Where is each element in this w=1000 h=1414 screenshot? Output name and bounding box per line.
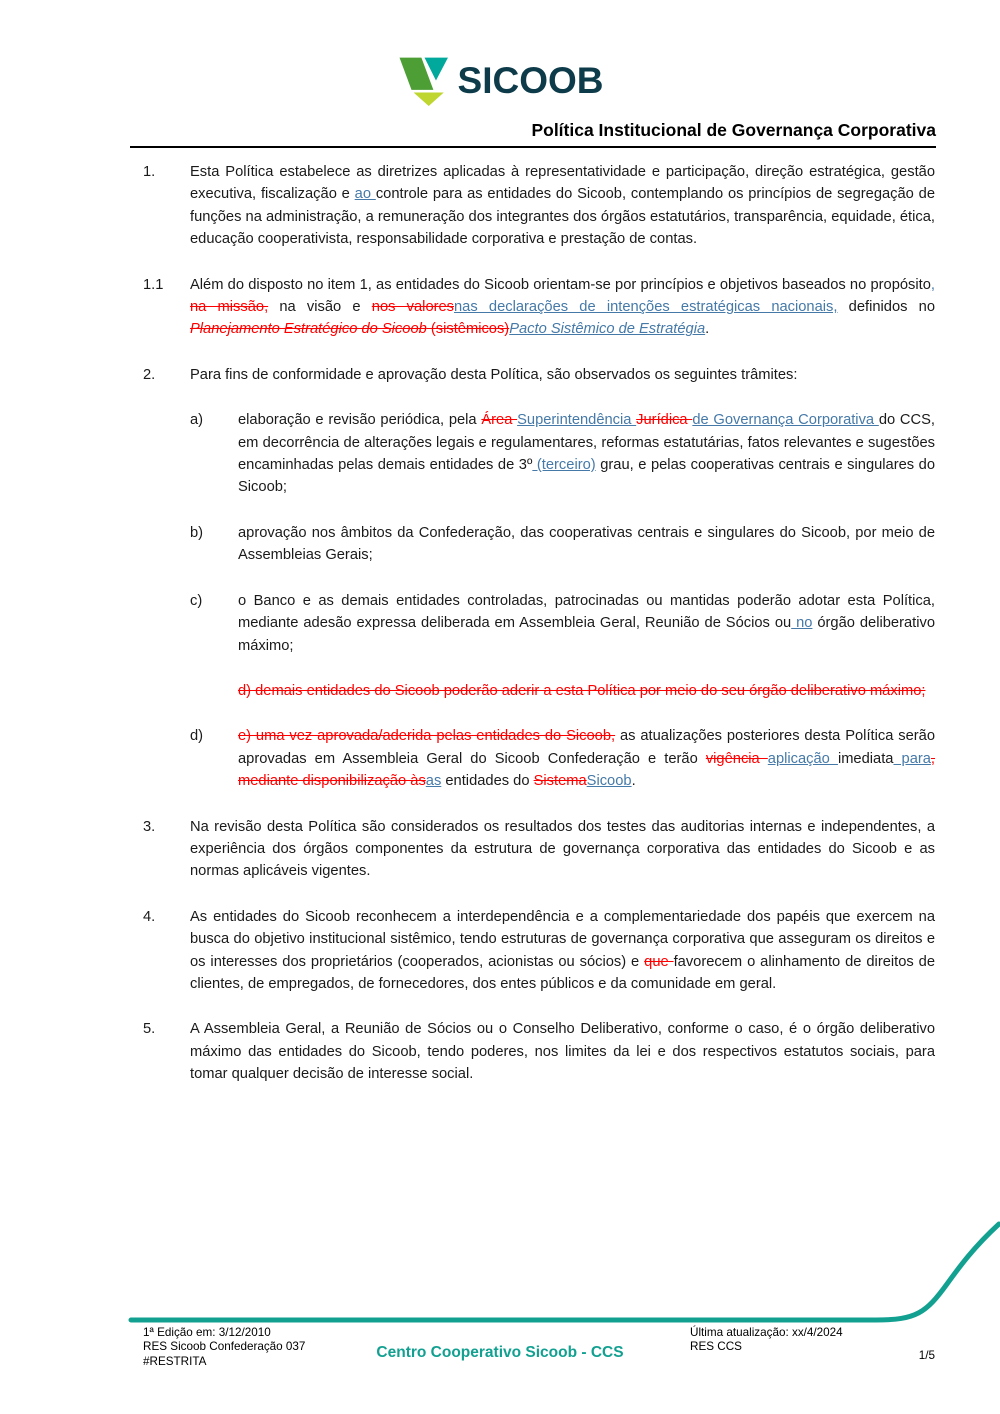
body-text: A Assembleia Geral, a Reunião de Sócios ou o Conselho Deliberativo, conforme o caso, é o órgão deliberativo máximo das entidades do Sicoob, tendo poderes, nos limites da lei e dos respectivos estatutos sociais, para tomar qualquer decisão de interesse social. bbox=[190, 1021, 935, 1083]
body-text: Esta Política estabelece as diretrizes aplicadas à representatividade e participação, direção estratégica, gestão executiva, fiscalização e bbox=[190, 164, 935, 203]
title-rule bbox=[130, 146, 936, 148]
inserted-text: Superintendência bbox=[517, 412, 637, 429]
inserted-text: Sicoob bbox=[586, 773, 632, 790]
deleted-text: Sistema bbox=[533, 773, 587, 790]
paragraph-text bbox=[190, 906, 935, 996]
inserted-text: nas declarações de intenções estratégicas nacionais, bbox=[454, 299, 838, 316]
paragraph-number: 1. bbox=[143, 164, 156, 180]
footer-res-ccs: RES CCS bbox=[690, 1340, 742, 1354]
paragraph-text bbox=[238, 522, 935, 567]
deleted-text: na missão, bbox=[190, 299, 269, 316]
body-text: elaboração e revisão periódica, pela bbox=[238, 412, 482, 429]
body-text: definidos no bbox=[837, 299, 935, 316]
paragraph-number: 4. bbox=[143, 908, 156, 925]
footer-right-block bbox=[690, 1326, 843, 1355]
deleted-text: , bbox=[930, 750, 936, 767]
footer-classification: #RESTRITA bbox=[143, 1354, 207, 1368]
deleted-text: que bbox=[644, 953, 674, 970]
page-number: 1/5 bbox=[918, 1349, 935, 1362]
deleted-text: mediante disponibilização às bbox=[238, 773, 426, 790]
paragraph-text bbox=[238, 725, 935, 792]
body-text: as atualizações posteriores desta Política serão aprovadas em Assembleia Geral do Sicoob Confederação e terão bbox=[238, 728, 936, 767]
paragraph-number: 2. bbox=[143, 366, 156, 383]
body-text: Na revisão desta Política são considerados os resultados dos testes das auditorias internas e independentes, a experiência dos órgãos componentes da estrutura de governança corporativa das entidades do Sicoob e as normas aplicáveis vigentes. bbox=[190, 818, 935, 880]
body-text: do CCS, em decorrência de alterações legais e regulamentares, reformas estatutárias, fatos relevantes e sugestões encaminhadas pelas demais entidades de 3º bbox=[238, 412, 935, 474]
paragraph-number: a) bbox=[190, 412, 204, 429]
paragraph-number: c) bbox=[190, 592, 203, 609]
inserted-text: ao bbox=[354, 186, 376, 203]
body-text: grau, e pelas cooperativas centrais e singulares do Sicoob; bbox=[238, 457, 936, 496]
body-text: Além do disposto no item 1, as entidades do Sicoob orientam-se por princípios e objetivos baseados no propósito bbox=[190, 276, 931, 293]
sicoob-wordmark: SICOOB bbox=[457, 60, 604, 101]
paragraph bbox=[143, 1018, 935, 1085]
paragraph bbox=[190, 590, 935, 657]
inserted-text: no bbox=[791, 615, 813, 632]
paragraph-text bbox=[190, 816, 935, 883]
sicoob-logo bbox=[0, 56, 1000, 106]
paragraph-number: 3. bbox=[143, 818, 156, 835]
paragraph bbox=[190, 725, 935, 792]
paragraph bbox=[143, 364, 935, 386]
paragraph-number: 5. bbox=[143, 1021, 156, 1038]
deleted-text: Planejamento Estratégico do Sicoob bbox=[190, 321, 427, 338]
body-text: controle para as entidades do Sicoob, contemplando os princípios de segregação de funções na administração, a remuneração dos integrantes dos órgãos estatutários, transparência, equidade, ética, educação cooperativista, responsabilidade corporativa e prestação de contas. bbox=[190, 186, 935, 248]
deleted-text: (sistêmicos) bbox=[426, 321, 510, 338]
paragraph bbox=[190, 522, 935, 567]
inserted-text: Pacto Sistêmico de Estratégia bbox=[509, 321, 706, 338]
sicoob-logo-icon bbox=[397, 56, 451, 106]
footer-edition: 1ª Edição em: 3/12/2010 bbox=[143, 1326, 271, 1339]
body-text: na visão e bbox=[268, 299, 372, 316]
body-text: favorecem o alinhamento de direitos de clientes, de empregados, de fornecedores, dos entes públicos e da comunidade em geral. bbox=[190, 953, 935, 992]
paragraph-number: b) bbox=[190, 524, 204, 541]
inserted-text: as bbox=[425, 773, 442, 790]
paragraph-text bbox=[190, 274, 935, 341]
body-text: Para fins de conformidade e aprovação desta Política, são observados os seguintes trâmites: bbox=[190, 366, 798, 383]
body-text: aprovação nos âmbitos da Confederação, das cooperativas centrais e singulares do Sicoob, por meio de Assembleias Gerais; bbox=[238, 524, 935, 564]
paragraph-text bbox=[238, 683, 925, 699]
body-text: . bbox=[631, 773, 636, 790]
deleted-text: e) uma vez aprovada/aderida pelas entidades do Sicoob, bbox=[238, 728, 616, 745]
deleted-text: Área bbox=[481, 412, 518, 429]
paragraph-number: d) bbox=[190, 728, 204, 745]
paragraph bbox=[143, 274, 935, 341]
inserted-text: aplicação bbox=[767, 750, 838, 767]
paragraph-text bbox=[238, 409, 935, 499]
paragraph bbox=[143, 816, 935, 883]
document-title: Política Institucional de Governança Corporativa bbox=[531, 120, 936, 140]
deleted-text: d) demais entidades do Sicoob poderão aderir a esta Política por meio do seu órgão deliberativo máximo; bbox=[238, 682, 926, 699]
body-text: As entidades do Sicoob reconhecem a interdependência e a complementariedade dos papéis que exercem na busca do objetivo institucional sistêmico, tendo estruturas de governança corporativa que asseguram os direitos e os interesses dos proprietários (cooperados, acionistas ou sócios) e bbox=[190, 908, 935, 970]
paragraph bbox=[143, 161, 935, 251]
body-text: . bbox=[705, 321, 710, 338]
footer-last-update: Última atualização: xx/4/2024 bbox=[690, 1326, 843, 1339]
document-body bbox=[143, 161, 935, 1109]
paragraph bbox=[238, 680, 935, 702]
body-text: o Banco e as demais entidades controladas, patrocinadas ou mantidas poderão adotar esta Política, mediante adesão expressa deliberada em Assembleia Geral, Reunião de Sócios ou bbox=[238, 592, 935, 632]
footer-center-title: Centro Cooperativo Sicoob - CCS bbox=[376, 1344, 624, 1361]
body-text: órgão deliberativo máximo; bbox=[238, 615, 935, 654]
footer-resolution: RES Sicoob Confederação 037 bbox=[143, 1340, 306, 1354]
body-text: imediata bbox=[837, 750, 894, 767]
paragraph-text bbox=[190, 1018, 935, 1085]
paragraph bbox=[143, 906, 935, 996]
deleted-text: nos valores bbox=[371, 299, 455, 316]
paragraph bbox=[190, 409, 935, 499]
paragraph-text bbox=[190, 161, 935, 251]
paragraph-text bbox=[238, 590, 935, 657]
inserted-text: para bbox=[893, 750, 931, 767]
inserted-text: de Governança Corporativa bbox=[692, 412, 879, 429]
paragraph-number: 1.1 bbox=[143, 276, 164, 293]
deleted-text: vigência bbox=[705, 750, 768, 767]
inserted-text: , bbox=[930, 276, 935, 293]
deleted-text: Jurídica bbox=[636, 412, 693, 429]
inserted-text: (terceiro) bbox=[532, 457, 596, 474]
paragraph-text bbox=[190, 364, 935, 386]
body-text: entidades do bbox=[441, 773, 534, 790]
